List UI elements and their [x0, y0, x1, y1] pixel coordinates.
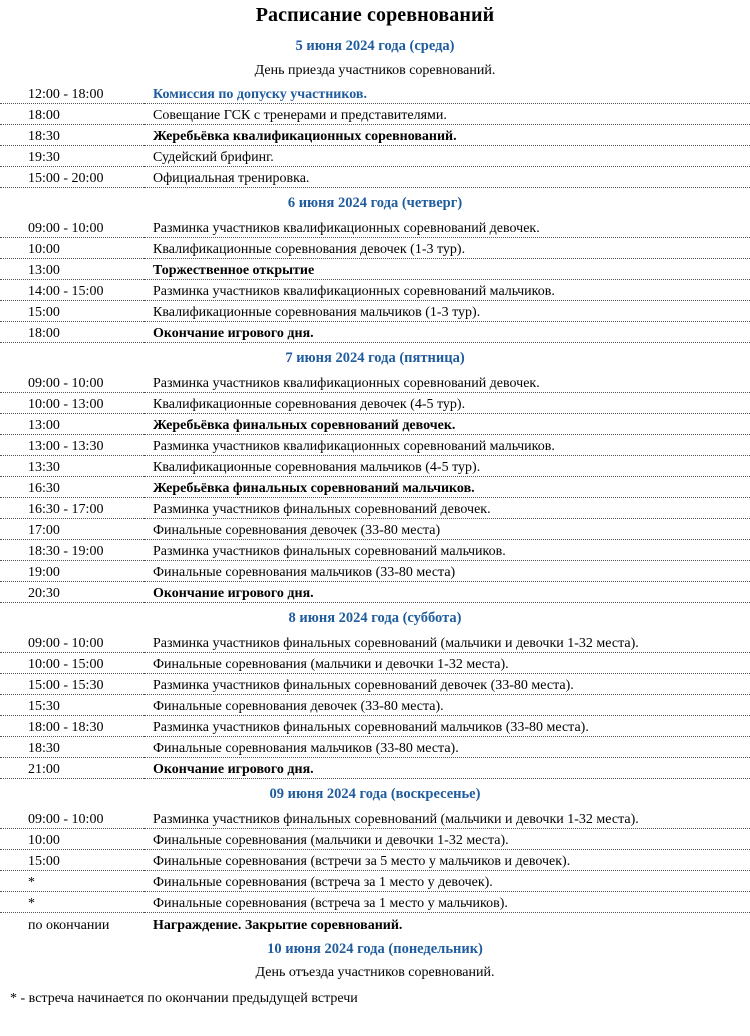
table-row [0, 301, 750, 322]
row-time: 18:00 [0, 104, 144, 125]
row-time: 17:00 [0, 519, 144, 540]
day-header: 09 июня 2024 года (воскресенье) [269, 786, 481, 802]
row-description: Разминка участников финальных соревнований девочек (33-80 места). [144, 674, 750, 695]
row-description: Финальные соревнования (мальчики и девочки 1-32 места). [144, 829, 750, 850]
table-row [0, 695, 750, 716]
schedule-table [0, 83, 750, 189]
row-description: Разминка участников квалификационных соревнований девочек. [144, 217, 750, 238]
row-description: Разминка участников финальных соревнований мальчиков (33-80 места). [144, 716, 750, 737]
schedule-table [0, 217, 750, 344]
table-row [0, 632, 750, 653]
row-time: * [0, 871, 144, 892]
table-row [0, 259, 750, 280]
table-row [0, 808, 750, 829]
row-time: 09:00 - 10:00 [0, 372, 144, 393]
table-row [0, 519, 750, 540]
row-time: 19:00 [0, 561, 144, 582]
row-description: Квалификационные соревнования мальчиков (4-5 тур). [144, 456, 750, 477]
row-description: Финальные соревнования (мальчики и девочки 1-32 места). [144, 653, 750, 674]
table-row [0, 393, 750, 414]
table-row [0, 217, 750, 238]
row-description: Квалификационные соревнования девочек (1-3 тур). [144, 238, 750, 259]
row-time: 10:00 [0, 238, 144, 259]
day-header: 10 июня 2024 года (понедельник) [267, 940, 483, 957]
row-description: Комиссия по допуску участников. [144, 83, 750, 104]
day-note: День отъезда участников соревнований. [255, 965, 495, 980]
row-description: Жеребьёвка квалификационных соревнований. [144, 125, 750, 146]
row-description: Финальные соревнования (встреча за 1 место у девочек). [144, 871, 750, 892]
row-description: Квалификационные соревнования девочек (4-5 тур). [144, 393, 750, 414]
row-time: 13:00 [0, 414, 144, 435]
row-description: Разминка участников финальных соревнований мальчиков. [144, 540, 750, 561]
row-time: 15:00 - 15:30 [0, 674, 144, 695]
schedule-days-container [0, 31, 750, 985]
table-row [0, 653, 750, 674]
row-time: 18:30 [0, 125, 144, 146]
row-time: 18:30 - 19:00 [0, 540, 144, 561]
row-description: Жеребьёвка финальных соревнований мальчиков. [144, 477, 750, 498]
row-description: Торжественное открытие [144, 259, 750, 280]
day-header: 8 июня 2024 года (суббота) [288, 610, 462, 626]
table-row [0, 737, 750, 758]
row-time: 18:30 [0, 737, 144, 758]
table-row [0, 892, 750, 913]
table-row [0, 674, 750, 695]
row-description: Разминка участников финальных соревнований (мальчики и девочки 1-32 места). [144, 808, 750, 829]
table-row [0, 540, 750, 561]
row-time: 16:30 [0, 477, 144, 498]
schedule-table [0, 632, 750, 780]
row-time: 10:00 [0, 829, 144, 850]
row-description: Официальная тренировка. [144, 167, 750, 188]
row-description: Окончание игрового дня. [144, 322, 750, 343]
table-row [0, 582, 750, 603]
row-description: Квалификационные соревнования мальчиков (1-3 тур). [144, 301, 750, 322]
table-row [0, 913, 750, 934]
day-header: 6 июня 2024 года (четверг) [287, 195, 463, 211]
table-row [0, 561, 750, 582]
table-row [0, 83, 750, 104]
table-row [0, 498, 750, 519]
row-description: Разминка участников финальных соревнований (мальчики и девочки 1-32 места). [144, 632, 750, 653]
table-row [0, 758, 750, 779]
row-time: 09:00 - 10:00 [0, 632, 144, 653]
row-description: Награждение. Закрытие соревнований. [153, 917, 403, 933]
row-time: 15:00 [0, 850, 144, 871]
table-row [0, 322, 750, 343]
row-description: Финальные соревнования мальчиков (33-80 места) [144, 561, 750, 582]
table-row [0, 238, 750, 259]
table-row [0, 372, 750, 393]
row-time: 10:00 - 13:00 [0, 393, 144, 414]
row-time: 13:00 [0, 259, 144, 280]
row-time: 20:30 [0, 582, 144, 603]
row-time: 18:00 - 18:30 [0, 716, 144, 737]
page-title: Расписание соревнований [255, 4, 495, 26]
schedule-table [0, 808, 750, 934]
table-row [0, 104, 750, 125]
table-row [0, 125, 750, 146]
row-time: 21:00 [0, 758, 144, 779]
row-description: Разминка участников квалификационных соревнований девочек. [144, 372, 750, 393]
table-row [0, 435, 750, 456]
table-row [0, 456, 750, 477]
row-time: 12:00 - 18:00 [0, 83, 144, 104]
day-note: День приезда участников соревнований. [254, 62, 496, 78]
row-description: Судейский брифинг. [144, 146, 750, 167]
table-row [0, 871, 750, 892]
row-time: * [0, 892, 144, 913]
row-time: 13:30 [0, 456, 144, 477]
day-header: 5 июня 2024 года (среда) [295, 38, 455, 54]
row-time: 14:00 - 15:00 [0, 280, 144, 301]
row-description: Финальные соревнования девочек (33-80 места). [144, 695, 750, 716]
row-time: 09:00 - 10:00 [0, 217, 144, 238]
row-time: по окончании [28, 917, 110, 933]
table-row [0, 167, 750, 188]
row-description: Разминка участников квалификационных соревнований мальчиков. [144, 280, 750, 301]
row-description: Финальные соревнования (встречи за 5 место у мальчиков и девочек). [144, 850, 750, 871]
row-time: 18:00 [0, 322, 144, 343]
schedule-table [0, 372, 750, 604]
row-description: Жеребьёвка финальных соревнований девочек. [144, 414, 750, 435]
row-time: 09:00 - 10:00 [0, 808, 144, 829]
row-description: Совещание ГСК с тренерами и представителями. [144, 104, 750, 125]
table-row [0, 280, 750, 301]
row-description: Окончание игрового дня. [144, 758, 750, 779]
row-time: 10:00 - 15:00 [0, 653, 144, 674]
row-time: 15:00 [0, 301, 144, 322]
table-row [0, 829, 750, 850]
row-time: 15:00 - 20:00 [0, 167, 144, 188]
day-header: 7 июня 2024 года (пятница) [285, 350, 465, 366]
table-row [0, 850, 750, 871]
row-time: 19:30 [0, 146, 144, 167]
row-description: Финальные соревнования девочек (33-80 места) [144, 519, 750, 540]
row-description: Разминка участников финальных соревнований девочек. [144, 498, 750, 519]
row-description: Финальные соревнования (встреча за 1 место у мальчиков). [144, 892, 750, 913]
table-row [0, 716, 750, 737]
row-description: Финальные соревнования мальчиков (33-80 места). [144, 737, 750, 758]
row-time: 13:00 - 13:30 [0, 435, 144, 456]
row-time: 16:30 - 17:00 [0, 498, 144, 519]
row-description: Окончание игрового дня. [144, 582, 750, 603]
table-row [0, 414, 750, 435]
row-description: Разминка участников квалификационных соревнований мальчиков. [144, 435, 750, 456]
row-time: 15:30 [0, 695, 144, 716]
table-row [0, 477, 750, 498]
footnote-text: * - встреча начинается по окончании предыдущей встречи [10, 991, 358, 1006]
table-row [0, 146, 750, 167]
